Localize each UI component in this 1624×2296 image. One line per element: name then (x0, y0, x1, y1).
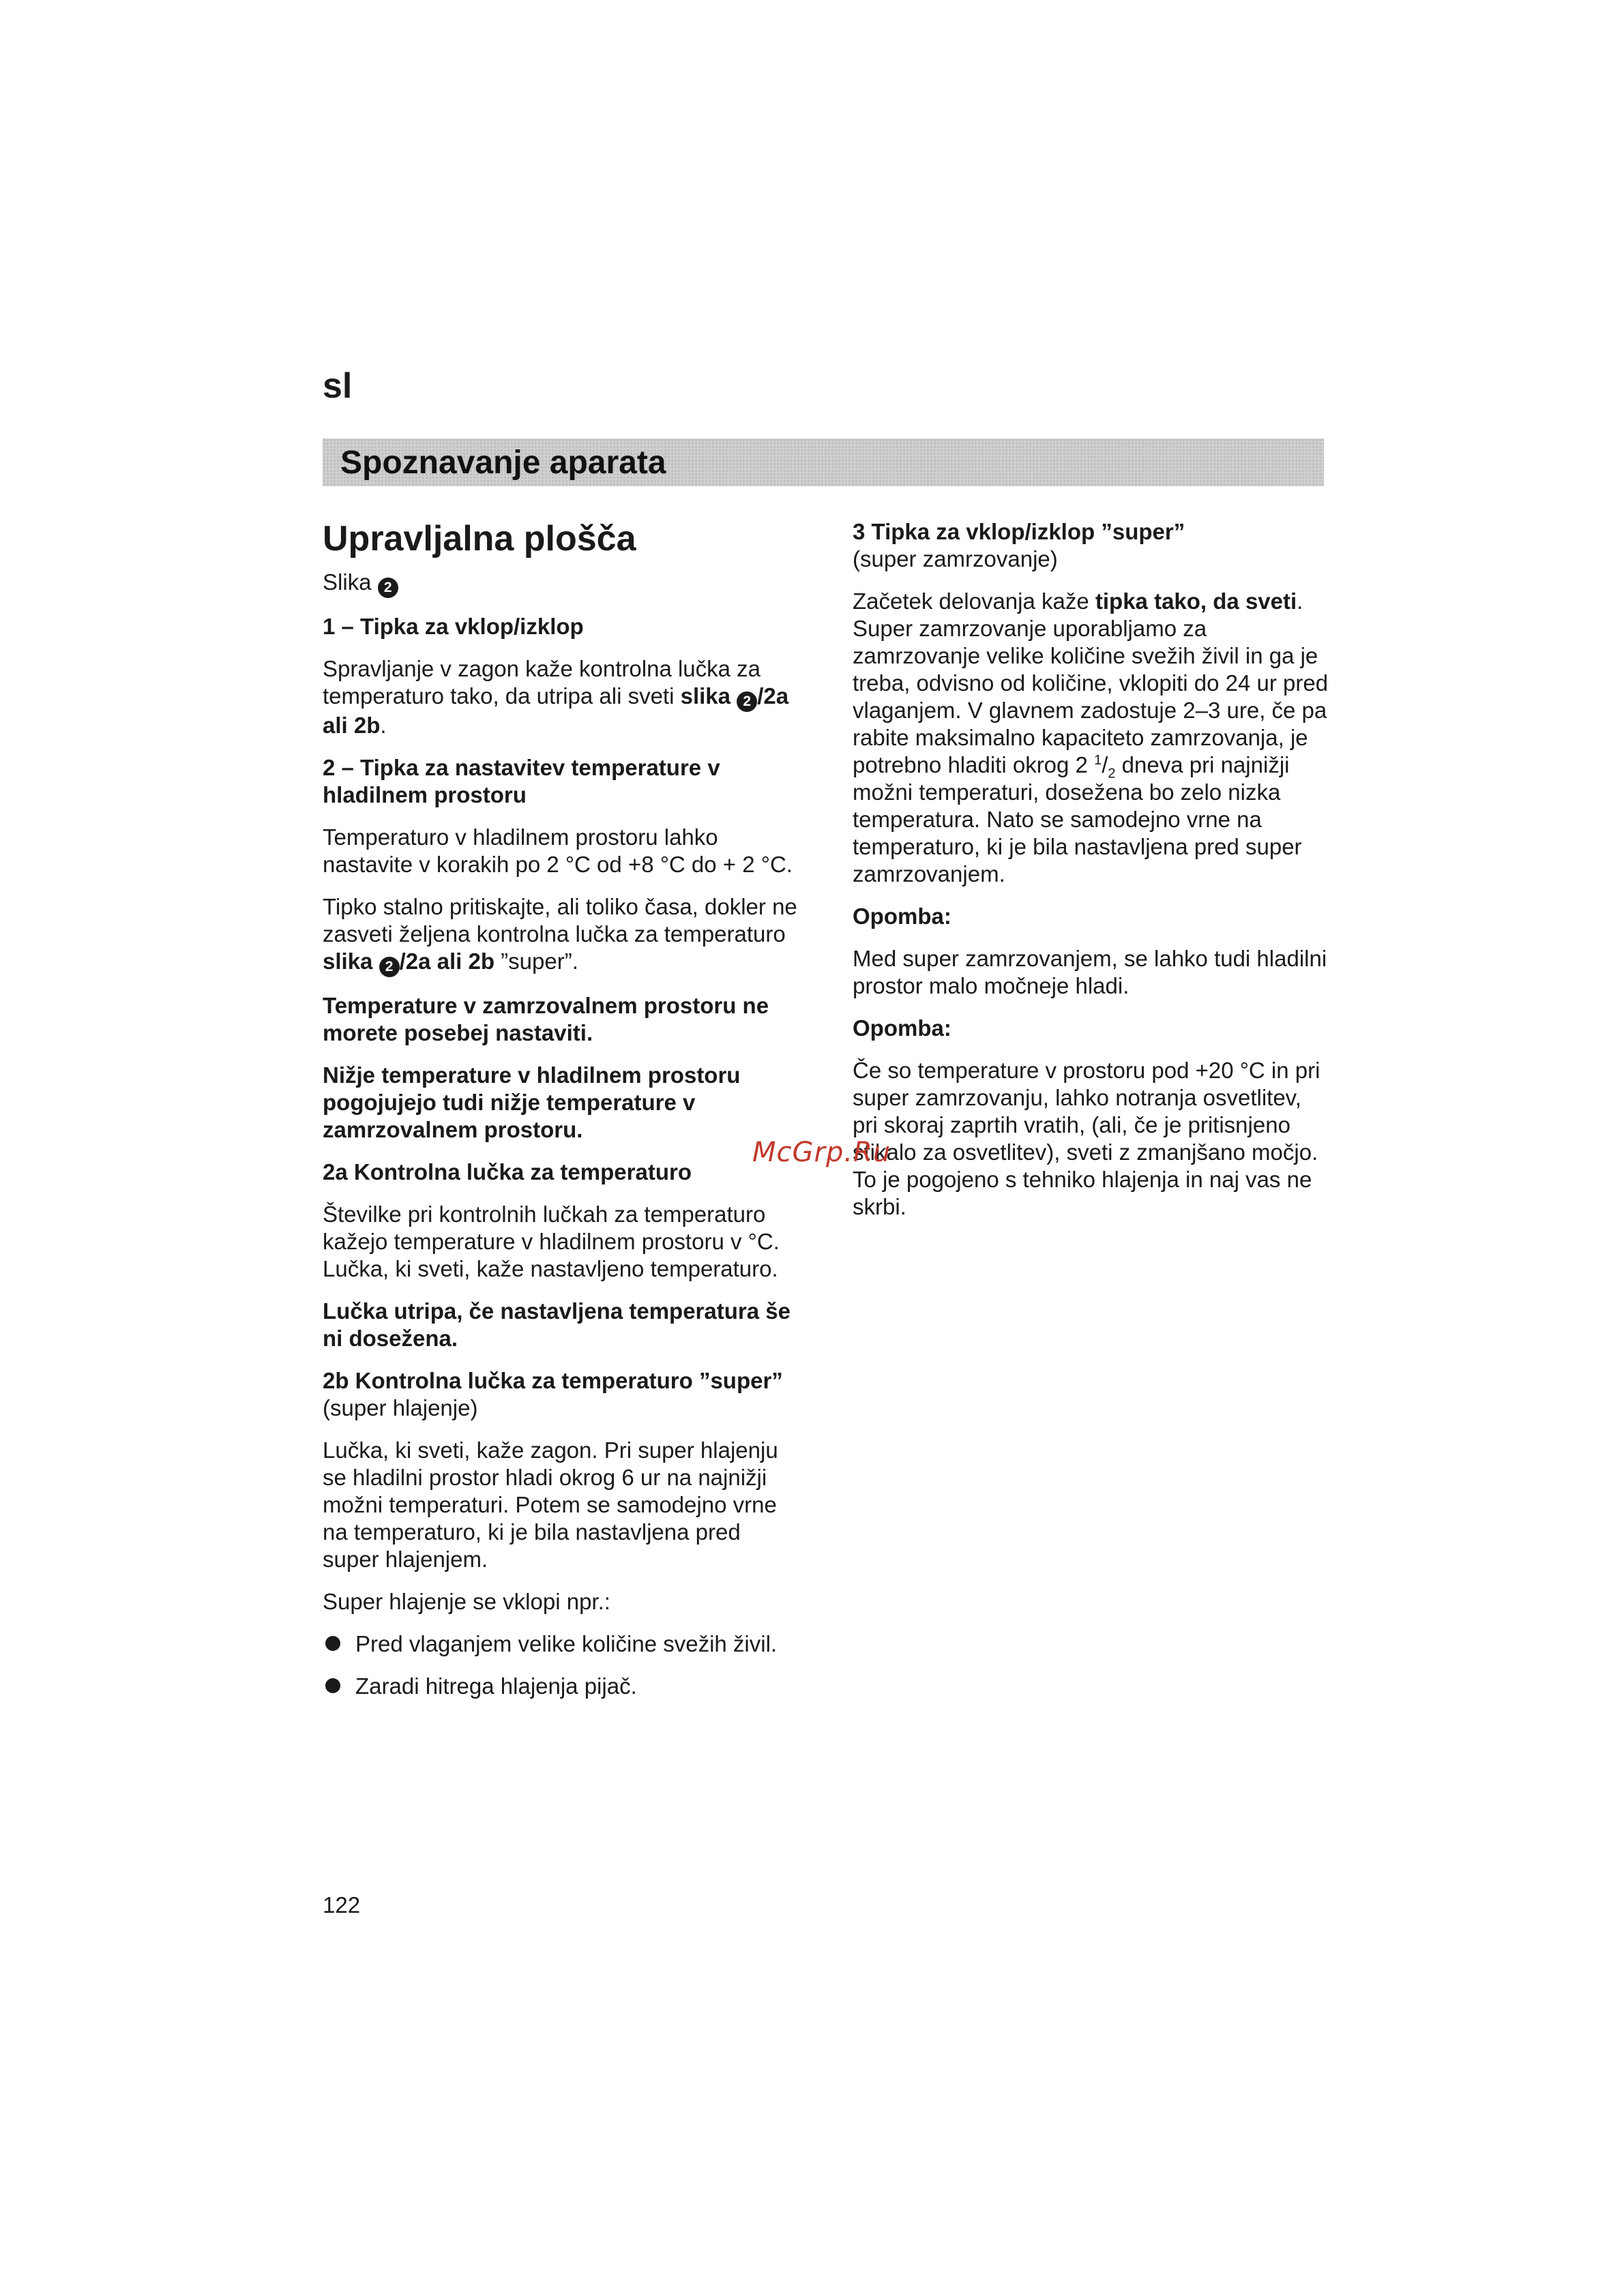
note-1-title: Opomba: (853, 904, 951, 929)
section-2-text: Temperaturo v hladilnem prostoru lahko nastavite v korakih po 2 °C od +8 °C do + 2 °C. (323, 824, 793, 877)
section-2a-note: Lučka utripa, če nastavljena temperatura še ni dosežena. (323, 1298, 791, 1351)
section-1-text: Spravljanje v zagon kaže kontrolna lučka za temperaturo tako, da utripa ali sveti slika 2 /2a ali 2b. (323, 656, 789, 738)
section-2b-text: Lučka, ki sveti, kaže zagon. Pri super hlajenju se hladilni prostor hladi okrog 6 ur na najnižji možni temperaturi. Potem se samodejno vrne na temperaturo, ki je bila nastavljena pred super hlajenjem. (323, 1437, 778, 1572)
section-2a-title: 2a Kontrolna lučka za temperaturo (323, 1159, 692, 1184)
figure-number-badge: 2 (379, 957, 400, 977)
figure-reference: Slika 2 (323, 569, 800, 598)
bullet-dot-icon (325, 1678, 340, 1693)
figure-number-badge: 2 (378, 578, 398, 598)
section-2-text-2: Tipko stalno pritiskajte, ali toliko časa, dokler ne zasveti željena kontrolna lučka za temperaturo slika 2 /2a ali 2b ”super”. (323, 893, 800, 977)
figure-number-badge: 2 (737, 691, 757, 712)
watermark: McGrp.Ru (752, 1137, 891, 1168)
page-number: 122 (323, 1892, 361, 1918)
section-2-title: 2 – Tipka za nastavitev temperature v hladilnem prostoru (323, 755, 720, 807)
section-2b-list-intro: Super hlajenje se vklopi npr.: (323, 1589, 610, 1614)
section-3-title: 3 Tipka za vklop/izklop ”super” (super zamrzovanje) (853, 519, 1185, 571)
section-2-note-1: Temperature v zamrzovalnem prostoru ne morete posebej nastaviti. (323, 993, 769, 1045)
note-2-text: Če so temperature v prostoru pod +20 °C in pri super zamrzovanju, lahko notranja osvetlitev, pri skoraj zaprtih vratih, (ali, če je pritisnjeno stikalo za osvetlitev), sveti z zmanjšano močjo. To je pogojeno s tehniko hlajenja in naj vas ne skrbi. (853, 1058, 1320, 1219)
section-2-note-2: Nižje temperature v hladilnem prostoru pogojujejo tudi nižje temperature v zamrzovalnem prostoru. (323, 1062, 741, 1142)
list-item: Pred vlaganjem velike količine svežih živil. (323, 1630, 800, 1658)
page-heading: Upravljalna plošča (323, 519, 636, 558)
section-1-title: 1 – Tipka za vklop/izklop (323, 614, 584, 639)
section-2a-text: Številke pri kontrolnih lučkah za temperaturo kažejo temperature v hladilnem prostoru v °C. Lučka, ki sveti, kaže nastavljeno temperaturo. (323, 1202, 780, 1281)
list-item: Zaradi hitrega hlajenja pijač. (323, 1673, 800, 1700)
section-2b-title: 2b Kontrolna lučka za temperaturo ”super” (super hlajenje) (323, 1368, 783, 1420)
section-banner (323, 438, 1324, 486)
note-2-title: Opomba: (853, 1015, 951, 1041)
language-code: sl (323, 366, 353, 406)
bullet-dot-icon (325, 1636, 340, 1651)
section-title: Spoznavanje aparata (340, 444, 666, 481)
section-3-text: Začetek delovanja kaže tipka tako, da sveti. Super zamrzovanje uporabljamo za zamrzovanje velike količine svežih živil in ga je treba, odvisno od količine, vklopiti do 24 ur pred vlaganjem. V glavnem zadostuje 2–3 ure, če pa rabite maksimalno kapaciteto zamrzovanja, je potrebno hladiti okrog 2 $^1/_2$ dneva pri najnižji možni temperaturi, dosežena bo zelo nizka temperatura. Nato se samodejno vrne na temperaturo, ki je bila nastavljena pred super zamrzovanjem. (853, 588, 1329, 886)
note-1-text: Med super zamrzovanjem, se lahko tudi hladilni prostor malo močneje hladi. (853, 946, 1327, 998)
right-column (853, 518, 1330, 1236)
left-column (323, 518, 800, 1715)
